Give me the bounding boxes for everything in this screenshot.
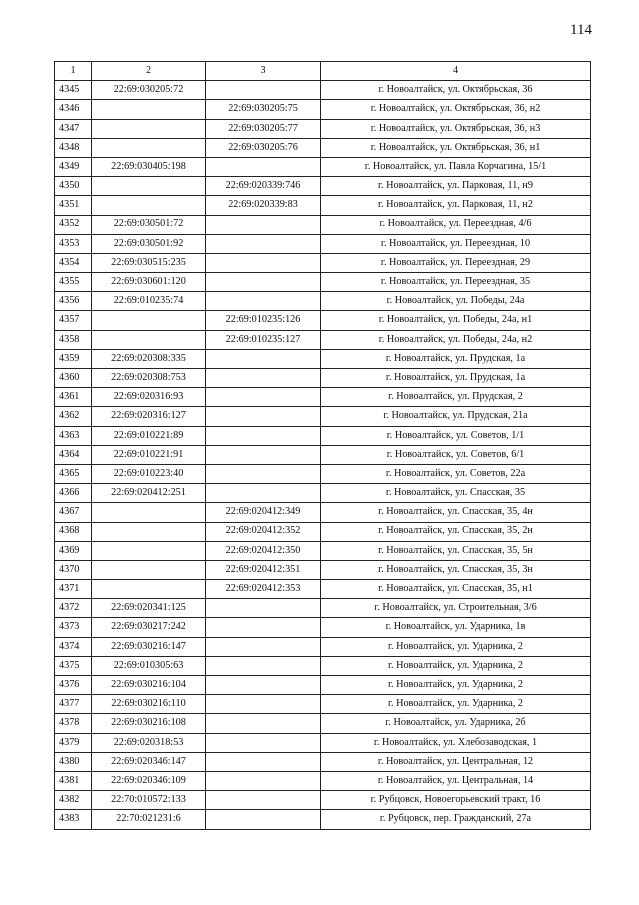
table-row	[55, 311, 591, 330]
cadastral-number	[92, 522, 206, 541]
address: г. Новоалтайск, ул. Спасская, 35, 5н	[321, 541, 591, 560]
row-number: 4381	[55, 771, 92, 790]
premises-cadastral-number	[206, 656, 321, 675]
premises-cadastral-number: 22:69:030205:77	[206, 119, 321, 138]
row-number: 4371	[55, 580, 92, 599]
address: г. Рубцовск, пер. Гражданский, 27а	[321, 810, 591, 829]
row-number: 4360	[55, 369, 92, 388]
table-row	[55, 349, 591, 368]
address: г. Новоалтайск, ул. Центральная, 12	[321, 752, 591, 771]
row-number: 4366	[55, 484, 92, 503]
address: г. Новоалтайск, ул. Строительная, 3/6	[321, 599, 591, 618]
cadastral-number: 22:69:020341:125	[92, 599, 206, 618]
address: г. Новоалтайск, ул. Прудская, 2	[321, 388, 591, 407]
cadastral-number	[92, 330, 206, 349]
premises-cadastral-number	[206, 388, 321, 407]
address: г. Новоалтайск, ул. Победы, 24а	[321, 292, 591, 311]
premises-cadastral-number	[206, 733, 321, 752]
premises-cadastral-number	[206, 771, 321, 790]
premises-cadastral-number	[206, 599, 321, 618]
table-row	[55, 541, 591, 560]
premises-cadastral-number	[206, 81, 321, 100]
table-row	[55, 560, 591, 579]
address: г. Новоалтайск, ул. Ударника, 2	[321, 695, 591, 714]
cadastral-number: 22:69:030501:72	[92, 215, 206, 234]
table-row	[55, 695, 591, 714]
row-number: 4361	[55, 388, 92, 407]
premises-cadastral-number	[206, 369, 321, 388]
premises-cadastral-number	[206, 407, 321, 426]
table-row	[55, 580, 591, 599]
premises-cadastral-number	[206, 445, 321, 464]
cadastral-number: 22:69:020308:335	[92, 349, 206, 368]
premises-cadastral-number	[206, 676, 321, 695]
row-number: 4364	[55, 445, 92, 464]
cadastral-number	[92, 177, 206, 196]
premises-cadastral-number	[206, 695, 321, 714]
row-number: 4354	[55, 253, 92, 272]
cadastral-number	[92, 541, 206, 560]
address: г. Новоалтайск, ул. Парковая, 11, н9	[321, 177, 591, 196]
cadastral-number: 22:69:020316:93	[92, 388, 206, 407]
row-number: 4382	[55, 791, 92, 810]
cadastral-number: 22:69:030515:235	[92, 253, 206, 272]
address: г. Новоалтайск, ул. Центральная, 14	[321, 771, 591, 790]
address: г. Новоалтайск, ул. Ударника, 2	[321, 637, 591, 656]
premises-cadastral-number	[206, 292, 321, 311]
row-number: 4349	[55, 157, 92, 176]
row-number: 4365	[55, 464, 92, 483]
premises-cadastral-number: 22:69:020412:352	[206, 522, 321, 541]
premises-cadastral-number: 22:69:020339:83	[206, 196, 321, 215]
row-number: 4359	[55, 349, 92, 368]
address: г. Новоалтайск, ул. Переездная, 10	[321, 234, 591, 253]
row-number: 4372	[55, 599, 92, 618]
address: г. Новоалтайск, ул. Октябрьская, 36	[321, 81, 591, 100]
table-row	[55, 100, 591, 119]
table-row	[55, 733, 591, 752]
premises-cadastral-number	[206, 810, 321, 829]
premises-cadastral-number: 22:69:030205:76	[206, 138, 321, 157]
table-header-row	[55, 62, 591, 81]
table-row	[55, 637, 591, 656]
table-row	[55, 369, 591, 388]
premises-cadastral-number	[206, 637, 321, 656]
premises-cadastral-number: 22:69:010235:127	[206, 330, 321, 349]
address: г. Новоалтайск, ул. Прудская, 1а	[321, 349, 591, 368]
table-row	[55, 503, 591, 522]
address: г. Новоалтайск, ул. Переездная, 4/6	[321, 215, 591, 234]
row-number: 4352	[55, 215, 92, 234]
cadastral-number: 22:69:030405:198	[92, 157, 206, 176]
cadastral-number	[92, 100, 206, 119]
table-row	[55, 81, 591, 100]
premises-cadastral-number: 22:69:020412:350	[206, 541, 321, 560]
cadastral-number: 22:69:020346:147	[92, 752, 206, 771]
premises-cadastral-number: 22:69:020412:351	[206, 560, 321, 579]
address: г. Новоалтайск, ул. Парковая, 11, н2	[321, 196, 591, 215]
table-row	[55, 253, 591, 272]
column-header: 3	[206, 62, 321, 81]
cadastral-number: 22:69:030217:242	[92, 618, 206, 637]
address: г. Новоалтайск, ул. Октябрьская, 36, н1	[321, 138, 591, 157]
table-row	[55, 215, 591, 234]
premises-cadastral-number	[206, 349, 321, 368]
address: г. Новоалтайск, ул. Октябрьская, 36, н3	[321, 119, 591, 138]
address: г. Рубцовск, Новоегорьевский тракт, 16	[321, 791, 591, 810]
address: г. Новоалтайск, ул. Спасская, 35, н1	[321, 580, 591, 599]
premises-cadastral-number	[206, 464, 321, 483]
row-number: 4356	[55, 292, 92, 311]
cadastral-number: 22:69:010223:40	[92, 464, 206, 483]
address: г. Новоалтайск, ул. Победы, 24а, н2	[321, 330, 591, 349]
table-row	[55, 791, 591, 810]
row-number: 4350	[55, 177, 92, 196]
page-number: 114	[570, 22, 592, 38]
cadastral-number: 22:70:010572:133	[92, 791, 206, 810]
table-row	[55, 771, 591, 790]
premises-cadastral-number	[206, 215, 321, 234]
table-row	[55, 196, 591, 215]
cadastral-number: 22:69:020346:109	[92, 771, 206, 790]
table-row	[55, 407, 591, 426]
cadastral-number	[92, 311, 206, 330]
address: г. Новоалтайск, ул. Переездная, 35	[321, 273, 591, 292]
cadastral-number: 22:69:020412:251	[92, 484, 206, 503]
address: г. Новоалтайск, ул. Советов, 6/1	[321, 445, 591, 464]
row-number: 4374	[55, 637, 92, 656]
address: г. Новоалтайск, ул. Спасская, 35, 4н	[321, 503, 591, 522]
table-row	[55, 484, 591, 503]
premises-cadastral-number	[206, 618, 321, 637]
cadastral-number	[92, 580, 206, 599]
table-row	[55, 292, 591, 311]
cadastral-number: 22:69:030501:92	[92, 234, 206, 253]
row-number: 4370	[55, 560, 92, 579]
address: г. Новоалтайск, ул. Спасская, 35, 3н	[321, 560, 591, 579]
address: г. Новоалтайск, ул. Прудская, 1а	[321, 369, 591, 388]
column-header: 2	[92, 62, 206, 81]
cadastral-number	[92, 196, 206, 215]
cadastral-number	[92, 138, 206, 157]
cadastral-number: 22:69:010221:89	[92, 426, 206, 445]
cadastral-number: 22:69:030601:120	[92, 273, 206, 292]
premises-cadastral-number	[206, 484, 321, 503]
table-row	[55, 810, 591, 829]
row-number: 4368	[55, 522, 92, 541]
table-row	[55, 464, 591, 483]
cadastral-number: 22:70:021231:6	[92, 810, 206, 829]
row-number: 4378	[55, 714, 92, 733]
table-row	[55, 599, 591, 618]
cadastral-number	[92, 119, 206, 138]
address: г. Новоалтайск, ул. Ударника, 1в	[321, 618, 591, 637]
cadastral-number: 22:69:020316:127	[92, 407, 206, 426]
cadastral-number: 22:69:030205:72	[92, 81, 206, 100]
row-number: 4355	[55, 273, 92, 292]
row-number: 4380	[55, 752, 92, 771]
premises-cadastral-number: 22:69:010235:126	[206, 311, 321, 330]
cadastral-number: 22:69:030216:110	[92, 695, 206, 714]
address: г. Новоалтайск, ул. Ударника, 2б	[321, 714, 591, 733]
row-number: 4373	[55, 618, 92, 637]
row-number: 4353	[55, 234, 92, 253]
row-number: 4357	[55, 311, 92, 330]
address: г. Новоалтайск, ул. Октябрьская, 36, н2	[321, 100, 591, 119]
table-row	[55, 752, 591, 771]
address: г. Новоалтайск, ул. Спасская, 35	[321, 484, 591, 503]
premises-cadastral-number: 22:69:020339:746	[206, 177, 321, 196]
address: г. Новоалтайск, ул. Победы, 24а, н1	[321, 311, 591, 330]
row-number: 4369	[55, 541, 92, 560]
address: г. Новоалтайск, ул. Ударника, 2	[321, 656, 591, 675]
table-row	[55, 273, 591, 292]
premises-cadastral-number	[206, 714, 321, 733]
cadastral-number	[92, 503, 206, 522]
column-header: 1	[55, 62, 92, 81]
property-table	[54, 61, 591, 830]
premises-cadastral-number: 22:69:030205:75	[206, 100, 321, 119]
table-row	[55, 714, 591, 733]
address: г. Новоалтайск, ул. Хлебозаводская, 1	[321, 733, 591, 752]
row-number: 4375	[55, 656, 92, 675]
row-number: 4347	[55, 119, 92, 138]
table-row	[55, 234, 591, 253]
cadastral-number: 22:69:030216:104	[92, 676, 206, 695]
row-number: 4358	[55, 330, 92, 349]
cadastral-number: 22:69:020308:753	[92, 369, 206, 388]
premises-cadastral-number	[206, 157, 321, 176]
address: г. Новоалтайск, ул. Переездная, 29	[321, 253, 591, 272]
address: г. Новоалтайск, ул. Павла Корчагина, 15/1	[321, 157, 591, 176]
address: г. Новоалтайск, ул. Ударника, 2	[321, 676, 591, 695]
row-number: 4379	[55, 733, 92, 752]
cadastral-number: 22:69:010305:63	[92, 656, 206, 675]
cadastral-number	[92, 560, 206, 579]
table-row	[55, 388, 591, 407]
table-row	[55, 177, 591, 196]
premises-cadastral-number	[206, 791, 321, 810]
cadastral-number: 22:69:020318:53	[92, 733, 206, 752]
cadastral-number: 22:69:030216:147	[92, 637, 206, 656]
premises-cadastral-number: 22:69:020412:349	[206, 503, 321, 522]
table-row	[55, 445, 591, 464]
table-row	[55, 330, 591, 349]
cadastral-number: 22:69:010221:91	[92, 445, 206, 464]
row-number: 4351	[55, 196, 92, 215]
row-number: 4383	[55, 810, 92, 829]
address: г. Новоалтайск, ул. Спасская, 35, 2н	[321, 522, 591, 541]
premises-cadastral-number: 22:69:020412:353	[206, 580, 321, 599]
table-row	[55, 522, 591, 541]
premises-cadastral-number	[206, 426, 321, 445]
table-row	[55, 157, 591, 176]
address: г. Новоалтайск, ул. Прудская, 21а	[321, 407, 591, 426]
table-row	[55, 119, 591, 138]
row-number: 4376	[55, 676, 92, 695]
row-number: 4362	[55, 407, 92, 426]
row-number: 4345	[55, 81, 92, 100]
address: г. Новоалтайск, ул. Советов, 1/1	[321, 426, 591, 445]
cadastral-number: 22:69:030216:108	[92, 714, 206, 733]
premises-cadastral-number	[206, 752, 321, 771]
table-row	[55, 426, 591, 445]
row-number: 4346	[55, 100, 92, 119]
premises-cadastral-number	[206, 273, 321, 292]
column-header: 4	[321, 62, 591, 81]
row-number: 4348	[55, 138, 92, 157]
table-row	[55, 676, 591, 695]
premises-cadastral-number	[206, 253, 321, 272]
table-row	[55, 138, 591, 157]
row-number: 4367	[55, 503, 92, 522]
table-row	[55, 656, 591, 675]
premises-cadastral-number	[206, 234, 321, 253]
address: г. Новоалтайск, ул. Советов, 22а	[321, 464, 591, 483]
row-number: 4363	[55, 426, 92, 445]
cadastral-number: 22:69:010235:74	[92, 292, 206, 311]
table-body	[55, 62, 591, 830]
table-row	[55, 618, 591, 637]
row-number: 4377	[55, 695, 92, 714]
